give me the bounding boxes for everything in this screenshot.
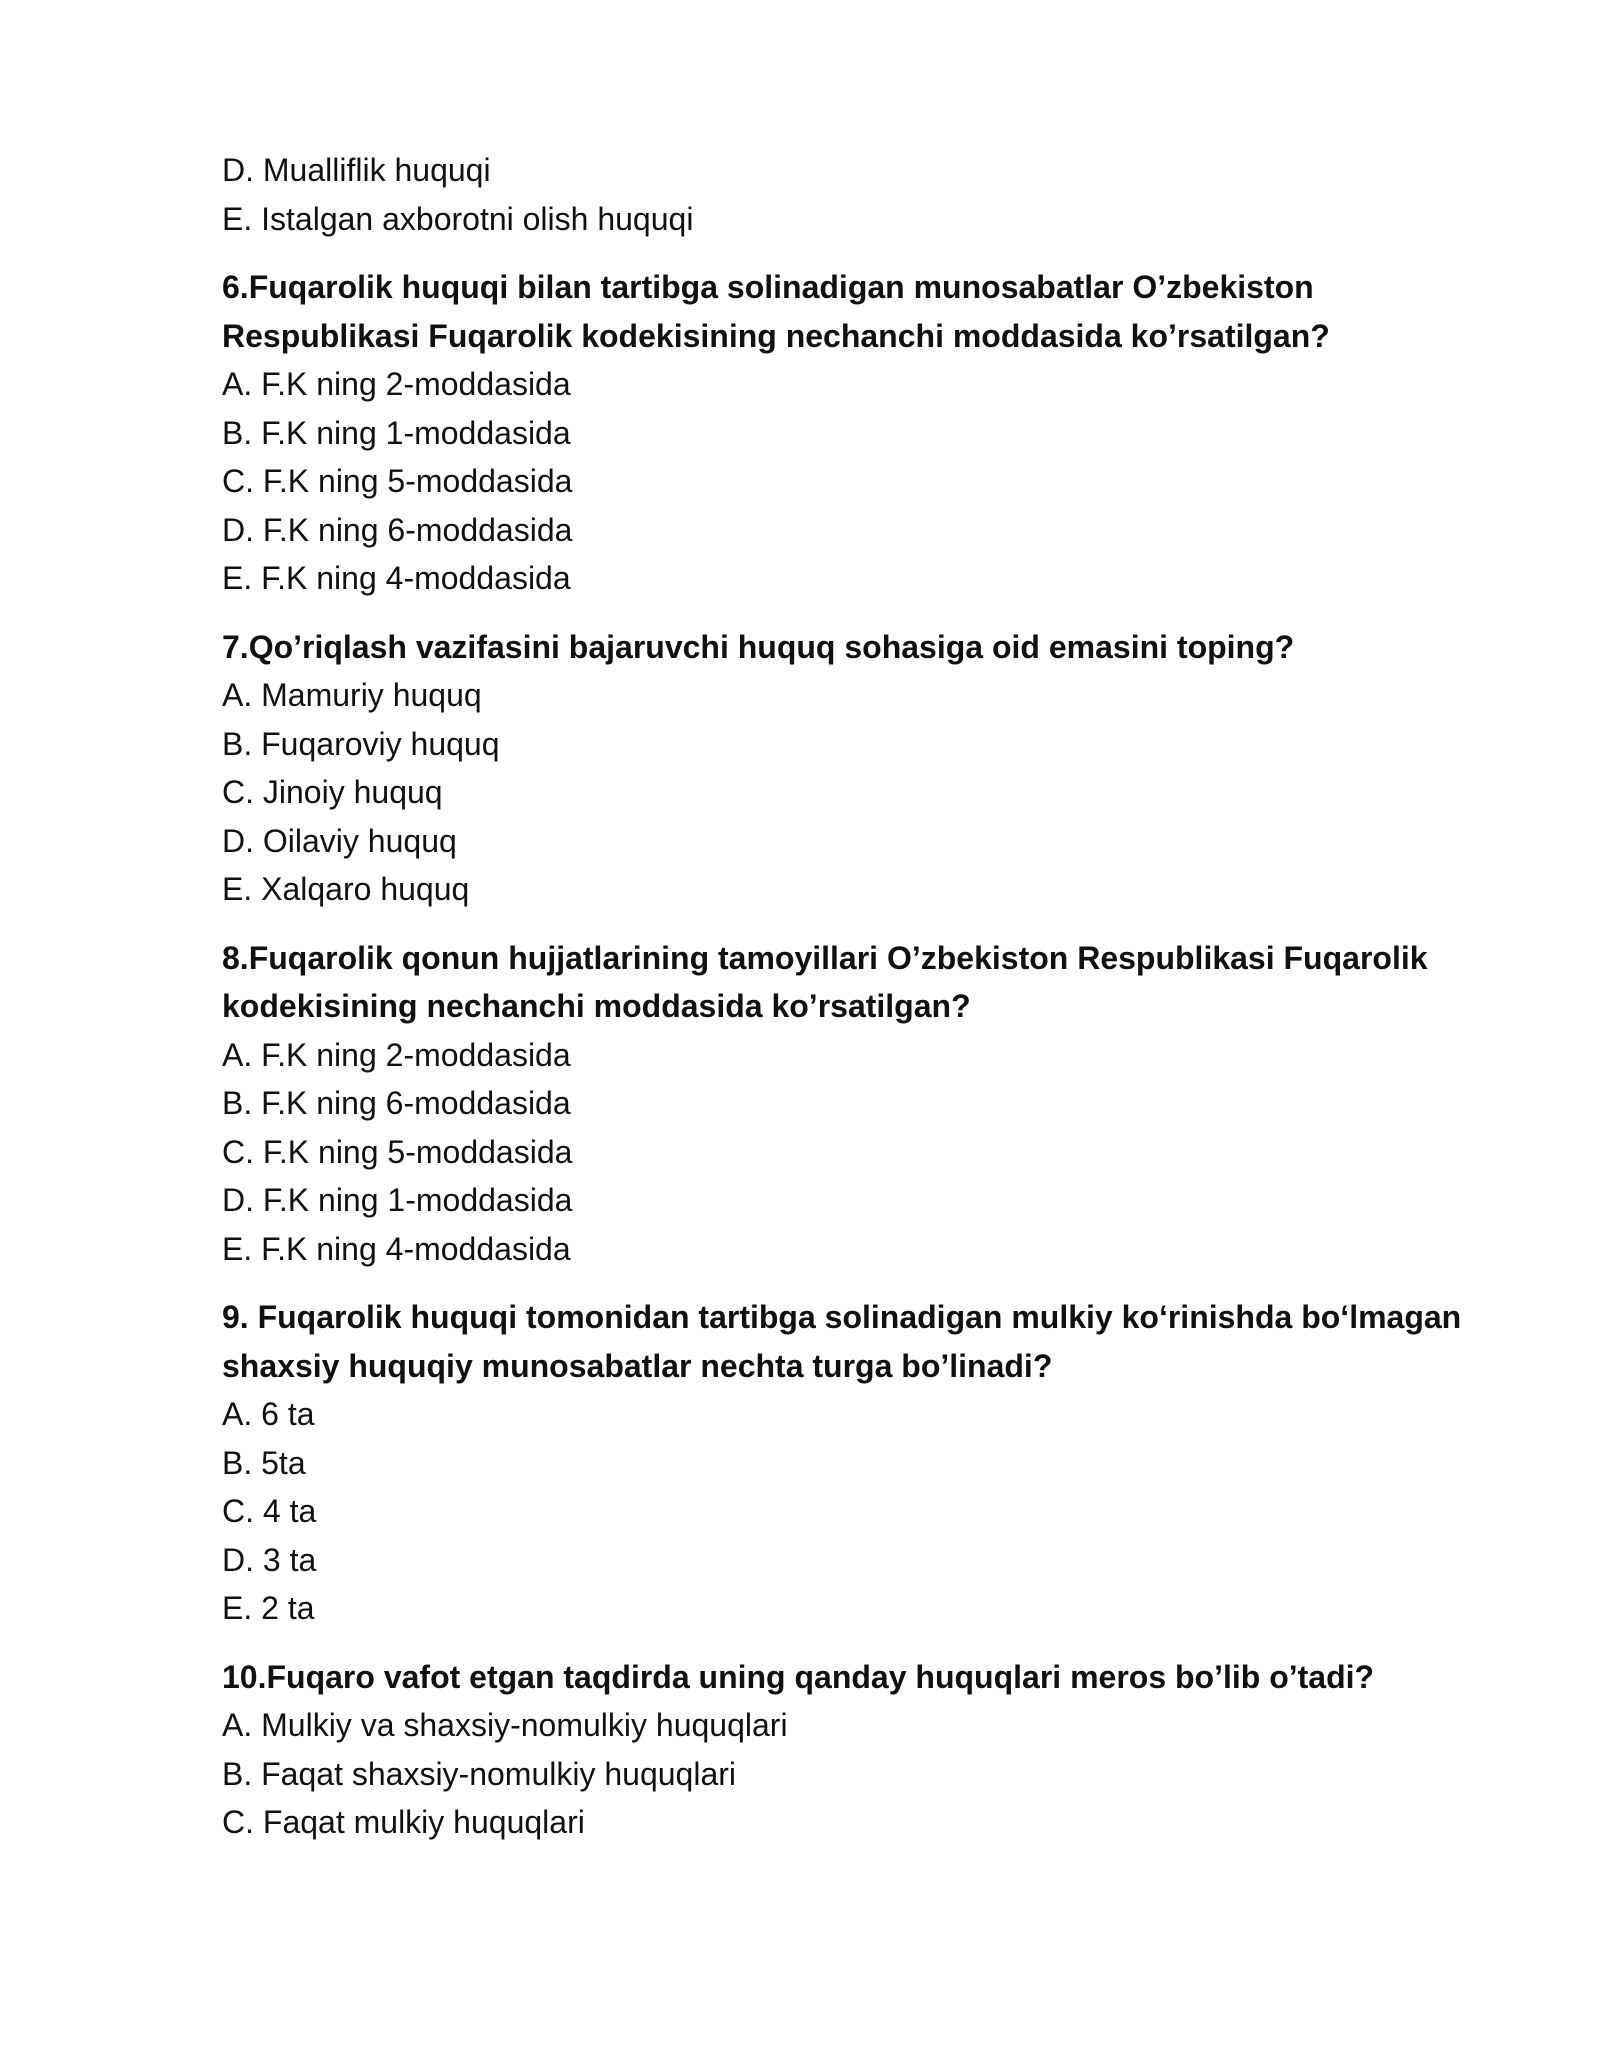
option-line: D. 3 ta — [222, 1541, 317, 1578]
question-text: 7.Qo’riqlash vazifasini bajaruvchi huquq sohasiga oid emasini toping? — [222, 628, 1295, 665]
option-line: B. F.K ning 6-moddasida — [222, 1085, 571, 1121]
question-text: Respublikasi Fuqarolik kodekisining nechanchi moddasida ko’rsatilgan? — [222, 317, 1330, 354]
question-6 — [222, 263, 1472, 603]
option-line: C. F.K ning 5-moddasida — [222, 1133, 573, 1170]
top-options — [222, 146, 1472, 243]
option-line: B. Fuqaroviy huquq — [222, 725, 500, 762]
question-7 — [222, 623, 1472, 914]
option-line: E. F.K ning 4-moddasida — [222, 1230, 571, 1267]
document-page — [222, 146, 1472, 1847]
option-line: A. Mulkiy va shaxsiy-nomulkiy huquqlari — [222, 1707, 788, 1743]
question-text: 8.Fuqarolik qonun hujjatlarining tamoyillari O’zbekiston Respublikasi Fuqarolik — [222, 939, 1428, 976]
question-8 — [222, 934, 1472, 1274]
option-line: B. F.K ning 1-moddasida — [222, 414, 571, 451]
question-text: 6.Fuqarolik huquqi bilan tartibga solinadigan munosabatlar O’zbekiston — [222, 269, 1314, 305]
option-line: A. Mamuriy huquq — [222, 677, 482, 713]
option-line: E. Istalgan axborotni olish huquqi — [222, 200, 694, 237]
question-text: kodekisining nechanchi moddasida ko’rsatilgan? — [222, 988, 971, 1024]
question-text: shaxsiy huquqiy munosabatlar nechta turga bo’linadi? — [222, 1347, 1053, 1384]
option-line: A. F.K ning 2-moddasida — [222, 366, 571, 402]
option-line: B. 5ta — [222, 1444, 306, 1481]
question-10 — [222, 1653, 1472, 1847]
option-line: C. Faqat mulkiy huquqlari — [222, 1804, 585, 1840]
option-line: A. F.K ning 2-moddasida — [222, 1036, 571, 1073]
option-line: A. 6 ta — [222, 1396, 315, 1432]
option-line: E. 2 ta — [222, 1590, 315, 1626]
option-line: C. Jinoiy huquq — [222, 774, 443, 810]
question-text: 10.Fuqaro vafot etgan taqdirda uning qanday huquqlari meros bo’lib o’tadi? — [222, 1658, 1375, 1695]
option-line: E. Xalqaro huquq — [222, 871, 470, 907]
option-line: D. Mualliflik huquqi — [222, 152, 491, 188]
question-text: 9. Fuqarolik huquqi tomonidan tartibga solinadigan mulkiy ko‘rinishda bo‘lmagan — [222, 1299, 1462, 1335]
option-line: C. 4 ta — [222, 1493, 317, 1529]
option-line: D. F.K ning 1-moddasida — [222, 1182, 573, 1218]
option-line: D. Oilaviy huquq — [222, 822, 457, 859]
option-line: B. Faqat shaxsiy-nomulkiy huquqlari — [222, 1755, 737, 1792]
option-line: D. F.K ning 6-moddasida — [222, 511, 573, 548]
question-9 — [222, 1293, 1472, 1633]
option-line: C. F.K ning 5-moddasida — [222, 463, 573, 499]
option-line: E. F.K ning 4-moddasida — [222, 560, 571, 596]
